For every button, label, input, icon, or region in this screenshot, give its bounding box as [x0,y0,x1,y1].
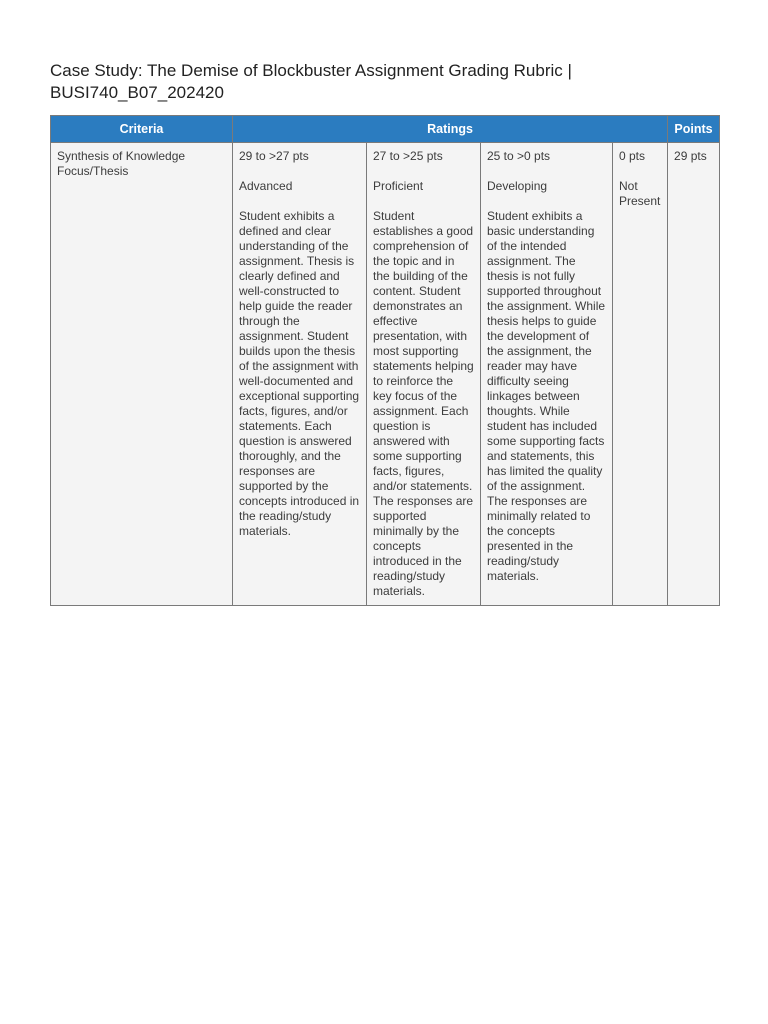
criteria-title: Synthesis of Knowledge [57,149,186,163]
rubric-row [51,143,720,606]
ratings-header: Ratings [233,116,668,143]
rubric-header-row [51,116,720,143]
rating-level: Developing [487,179,548,193]
criteria-header: Criteria [51,116,233,143]
rating-points: 27 to >25 pts [373,149,443,163]
rating-cell-developing [481,143,613,606]
rating-level: Proficient [373,179,424,193]
points-header: Points [668,116,720,143]
criteria-subtitle: Focus/Thesis [57,164,129,178]
rating-cell-proficient [367,143,481,606]
points-cell [668,143,720,606]
rating-description: Student exhibits a defined and clear understanding of the assignment. Thesis is clearly defined and well-constructed to help guide the reader through the assignment. Student builds upon the thesis of the assignment with well-documented and exceptional supporting facts, figures, and/or statements. Each question is answered thoroughly, and the responses are supported by the concepts introduced in the reading/study materials. [239,209,360,538]
rating-level: Advanced [239,179,293,193]
document-title [50,60,690,104]
criteria-cell [51,143,233,606]
rating-description: Student exhibits a basic understanding of the intended assignment. The thesis is not fully supported throughout the assignment. While thesis helps to guide the development of the assignment, the reader may have difficulty seeing linkages between thoughts. While student has included some supporting facts and statements, this has limited the quality of the assignment. The responses are minimally related to the concepts presented in the reading/study materials. [487,209,606,583]
document-title-line-2: BUSI740_B07_202420 [50,83,224,102]
rating-points: 25 to >0 pts [487,149,551,163]
rating-cell-not-present [613,143,668,606]
rating-level: Not Present [619,179,661,208]
rating-cell-advanced [233,143,367,606]
rating-description: Student establishes a good comprehension of the topic and in the building of the content. Student demonstrates an effective presentation, with most supporting statements helping to reinforce the key focus of the assignment. Each question is answered with some supporting facts, figures, and/or statements. The responses are supported minimally by the concepts introduced in the reading/study materials. [373,209,474,598]
rating-points: 29 to >27 pts [239,149,309,163]
document-title-line-1: Case Study: The Demise of Blockbuster Assignment Grading Rubric | [50,61,572,80]
grading-rubric-table [50,115,720,606]
rating-points: 0 pts [619,149,646,163]
points-value: 29 pts [674,149,707,163]
